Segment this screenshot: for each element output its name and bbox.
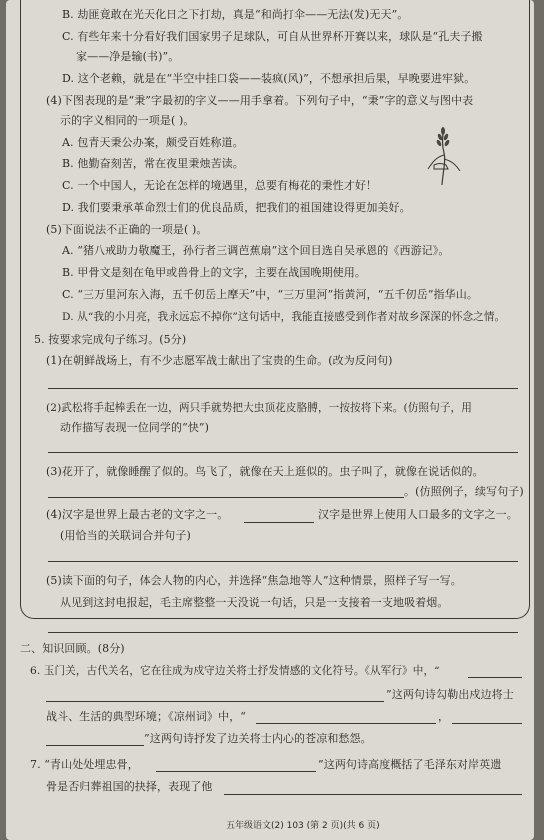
q5-3-instruction: 。(仿照例子，续写句子): [404, 485, 524, 498]
q7-text-line1: 7. “青山处处埋忠骨，: [30, 758, 139, 771]
q7-text-line2: ”这两句诗高度概括了毛泽东对岸英遗: [318, 758, 502, 771]
q5-5-prompt: (5)读下面的句子，体会人物的内心，并选择“焦急地等人”这种情景，照样子写一写。: [46, 574, 462, 587]
q6-blank-2a[interactable]: [256, 723, 436, 724]
q7-blank-1[interactable]: [156, 771, 316, 772]
q5-4-answer-line[interactable]: [48, 561, 518, 562]
q6-text-line3: 战斗、生活的典型环境；《凉州词》中，“: [46, 710, 247, 723]
section-2-title: 二、知识回顾。(8分): [20, 642, 125, 655]
q4-4-option-b: B. 他勤奋刻苦，常在夜里秉烛苦读。: [62, 157, 244, 170]
q4-4-option-c: C. 一个中国人，无论在怎样的境遇里，总要有梅花的秉性才好！: [62, 179, 378, 192]
q4-5-stem: (5)下面说法不正确的一项是( )。: [46, 223, 208, 236]
q4-4-option-a: A. 包青天秉公办案，颇受百姓称道。: [62, 136, 244, 149]
page-footer: 五年级语文(2) 103 (第 2 页)(共 6 页): [226, 821, 380, 831]
q4-option-c-line1: C. 有些年来十分看好我们国家男子足球队，可自从世界杯开赛以来，球队是“孔夫子搬: [62, 30, 483, 43]
q5-1-prompt: (1)在朝鲜战场上，有不少志愿军战士献出了宝贵的生命。(改为反问句): [46, 354, 393, 367]
q7-text-line3: 骨是否归葬祖国的抉择，表现了他: [46, 780, 213, 793]
q4-4-option-d: D. 我们要秉承革命烈士们的优良品质，把我们的祖国建设得更加美好。: [62, 201, 411, 214]
q6-text-line1: 6. 玉门关，古代关名，它在往成为戍守边关将士抒发情感的文化符号。《从军行》中，“: [30, 665, 440, 677]
q6-blank-2b[interactable]: [452, 723, 522, 724]
q5-3-prompt: (3)花开了，就像睡醒了似的。鸟飞了，就像在天上逛似的。虫子叫了，就像在说话似的。: [46, 465, 484, 478]
q4-5-option-a: A. “猪八戒助力敬魔王，孙行者三调芭蕉扇”这个回目选自吴承恩的《西游记》。: [62, 244, 450, 257]
q6-text-line4: ”这两句诗抒发了边关将士内心的苍凉和愁怨。: [144, 732, 372, 745]
q4-option-c-line2: 家——净是输(书)”。: [76, 50, 180, 63]
q5-2-prompt-line1: (2)武松将手起棒丢在一边，两只手就势把大虫顶花皮胳膊，一按按将下来。(仿照句子，用: [46, 402, 472, 414]
q4-5-option-c: C. “三万里河东入海，五千仞岳上摩天”中，“三万里河”指黄河，“五千仞岳”指华山。: [62, 288, 478, 301]
q5-1-answer-line[interactable]: [48, 388, 518, 389]
q7-blank-2[interactable]: [224, 794, 522, 795]
exam-page: [6, 0, 534, 840]
q5-2-answer-line[interactable]: [48, 452, 518, 453]
q5-title: 5. 按要求完成句子练习。(5分): [34, 333, 187, 346]
q6-text-line2: ”这两句诗勾勒出戍边将士: [386, 688, 514, 701]
q5-4-sentence-b: 汉字是世界上使用人口最多的文字之一。: [318, 508, 518, 521]
q6-comma: ，: [438, 710, 450, 723]
q5-2-prompt-line2: 动作描写表现一位同学的“快”): [60, 421, 210, 434]
q5-4-instruction: (用恰当的关联词合并句子): [60, 529, 191, 542]
q4-4-stem-line2: 示的字义相同的一项是( )。: [60, 114, 195, 127]
q6-blank-1b[interactable]: [46, 701, 384, 702]
q4-option-d: D. 这个老赖，就是在“半空中挂口袋——装疯(风)”，不想承担后果，早晚要进牢狱。: [62, 72, 476, 85]
q6-blank-1a[interactable]: [468, 677, 522, 678]
q5-3-answer-line[interactable]: [48, 497, 404, 498]
q4-5-option-d: D. 从“我的小月亮，我永远忘不掉你”这句话中，我能直接感受到作者对故乡深深的怀念之情。: [62, 311, 506, 323]
q4-option-b: B. 劫匪竟敢在光天化日之下打劫，真是“和尚打伞——无法(发)无天”。: [62, 8, 409, 21]
q6-blank-2c[interactable]: [46, 745, 144, 746]
q4-5-option-b: B. 甲骨文是刻在龟甲或兽骨上的文字，主要在战国晚期使用。: [62, 266, 366, 279]
q5-5-answer-line[interactable]: [48, 632, 518, 633]
q5-4-sentence-a: (4)汉字是世界上最古老的文字之一。: [46, 508, 229, 521]
q5-4-conjunction-blank[interactable]: [244, 522, 314, 523]
q5-5-example: 从见到这封电报起，毛主席整整一天没说一句话，只是一支接着一支地吸着烟。: [60, 596, 449, 609]
hand-holding-grain-illustration: [424, 125, 464, 187]
q4-4-stem-line1: (4)下图表现的是“秉”字最初的字义——用手拿着。下列句子中，“秉”字的意义与图中表: [46, 94, 474, 107]
